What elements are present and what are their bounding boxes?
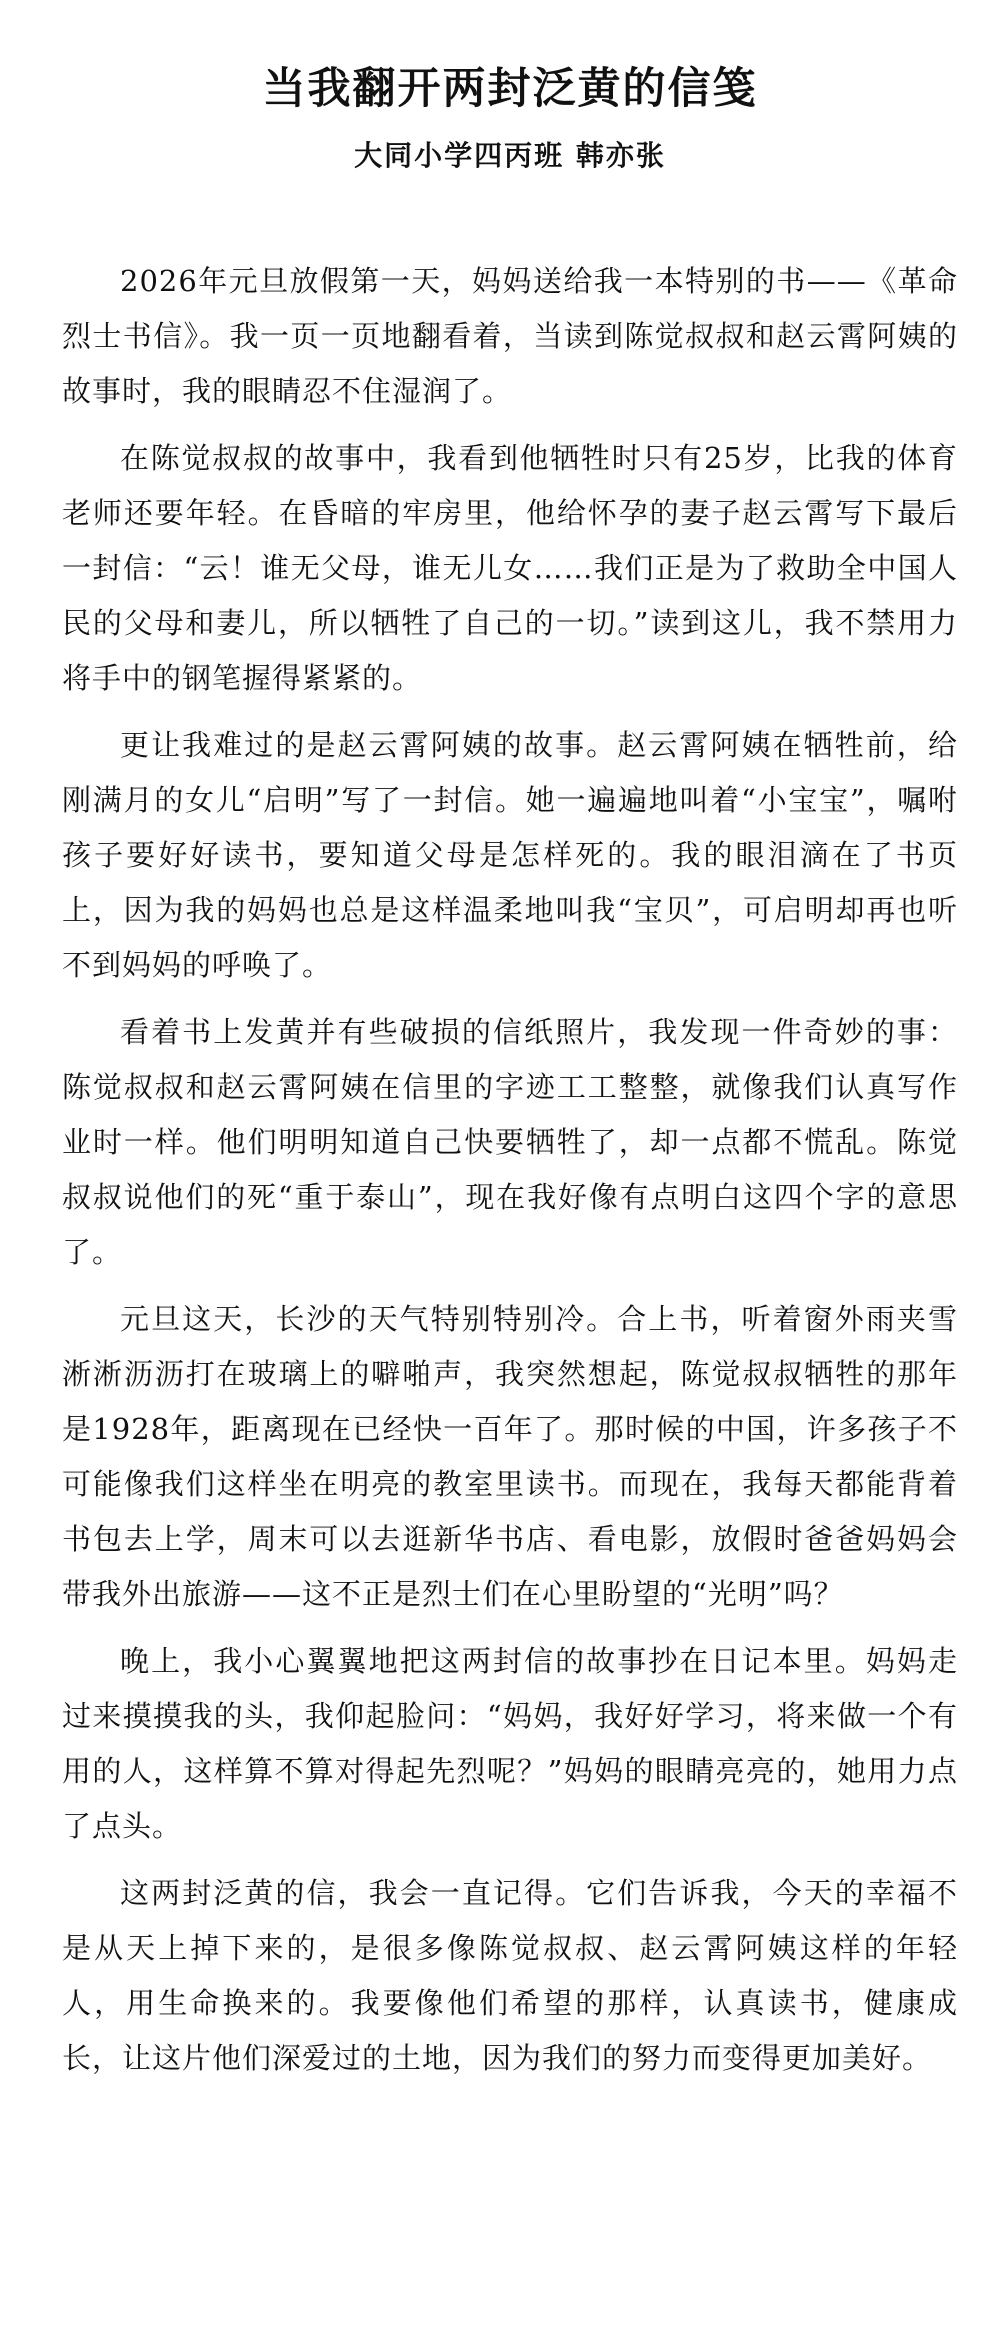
paragraph: 这两封泛黄的信，我会一直记得。它们告诉我，今天的幸福不是从天上掉下来的，是很多像陈觉叔叔、赵云霄阿姨这样的年轻人，用生命换来的。我要像他们希望的那样，认真读书，健康成长，让这片他们深爱过的土地，因为我们的努力而变得更加美好。 [62, 1876, 958, 2075]
paragraph: 元旦这天，长沙的天气特别特别冷。合上书，听着窗外雨夹雪淅淅沥沥打在玻璃上的噼啪声，我突然想起，陈觉叔叔牺牲的那年是1928年，距离现在已经快一百年了。那时候的中国，许多孩子不可能像我们这样坐在明亮的教室里读书。而现在，我每天都能背着书包去上学，周末可以去逛新华书店、看电影，放假时爸爸妈妈会带我外出旅游——这不正是烈士们在心里盼望的“光明”吗？ [62, 1302, 958, 1611]
essay-title: 当我翻开两封泛黄的信笺 [262, 64, 758, 114]
paragraph: 看着书上发黄并有些破损的信纸照片，我发现一件奇妙的事：陈觉叔叔和赵云霄阿姨在信里的字迹工工整整，就像我们认真写作业时一样。他们明明知道自己快要牺牲了，却一点都不慌乱。陈觉叔叔说他们的死“重于泰山”，现在我好像有点明白这四个字的意思了。 [62, 1015, 958, 1269]
paragraph: 在陈觉叔叔的故事中，我看到他牺牲时只有25岁，比我的体育老师还要年轻。在昏暗的牢房里，他给怀孕的妻子赵云霄写下最后一封信：“云！谁无父母，谁无儿女……我们正是为了救助全中国人民的父母和妻儿，所以牺牲了自己的一切。”读到这儿，我不禁用力将手中的钢笔握得紧紧的。 [62, 441, 958, 695]
author-byline: 大同小学四丙班 韩亦张 [354, 139, 666, 172]
paragraph: 2026年元旦放假第一天，妈妈送给我一本特别的书——《革命烈士书信》。我一页一页地翻看着，当读到陈觉叔叔和赵云霄阿姨的故事时，我的眼睛忍不住湿润了。 [62, 264, 958, 408]
paragraph: 更让我难过的是赵云霄阿姨的故事。赵云霄阿姨在牺牲前，给刚满月的女儿“启明”写了一封信。她一遍遍地叫着“小宝宝”，嘱咐孩子要好好读书，要知道父母是怎样死的。我的眼泪滴在了书页上，因为我的妈妈也总是这样温柔地叫我“宝贝”，可启明却再也听不到妈妈的呼唤了。 [62, 728, 958, 982]
paragraph: 晚上，我小心翼翼地把这两封信的故事抄在日记本里。妈妈走过来摸摸我的头，我仰起脸问：“妈妈，我好好学习，将来做一个有用的人，这样算不算对得起先烈呢？”妈妈的眼睛亮亮的，她用力点了点头。 [62, 1644, 958, 1843]
essay-body [62, 254, 958, 2086]
